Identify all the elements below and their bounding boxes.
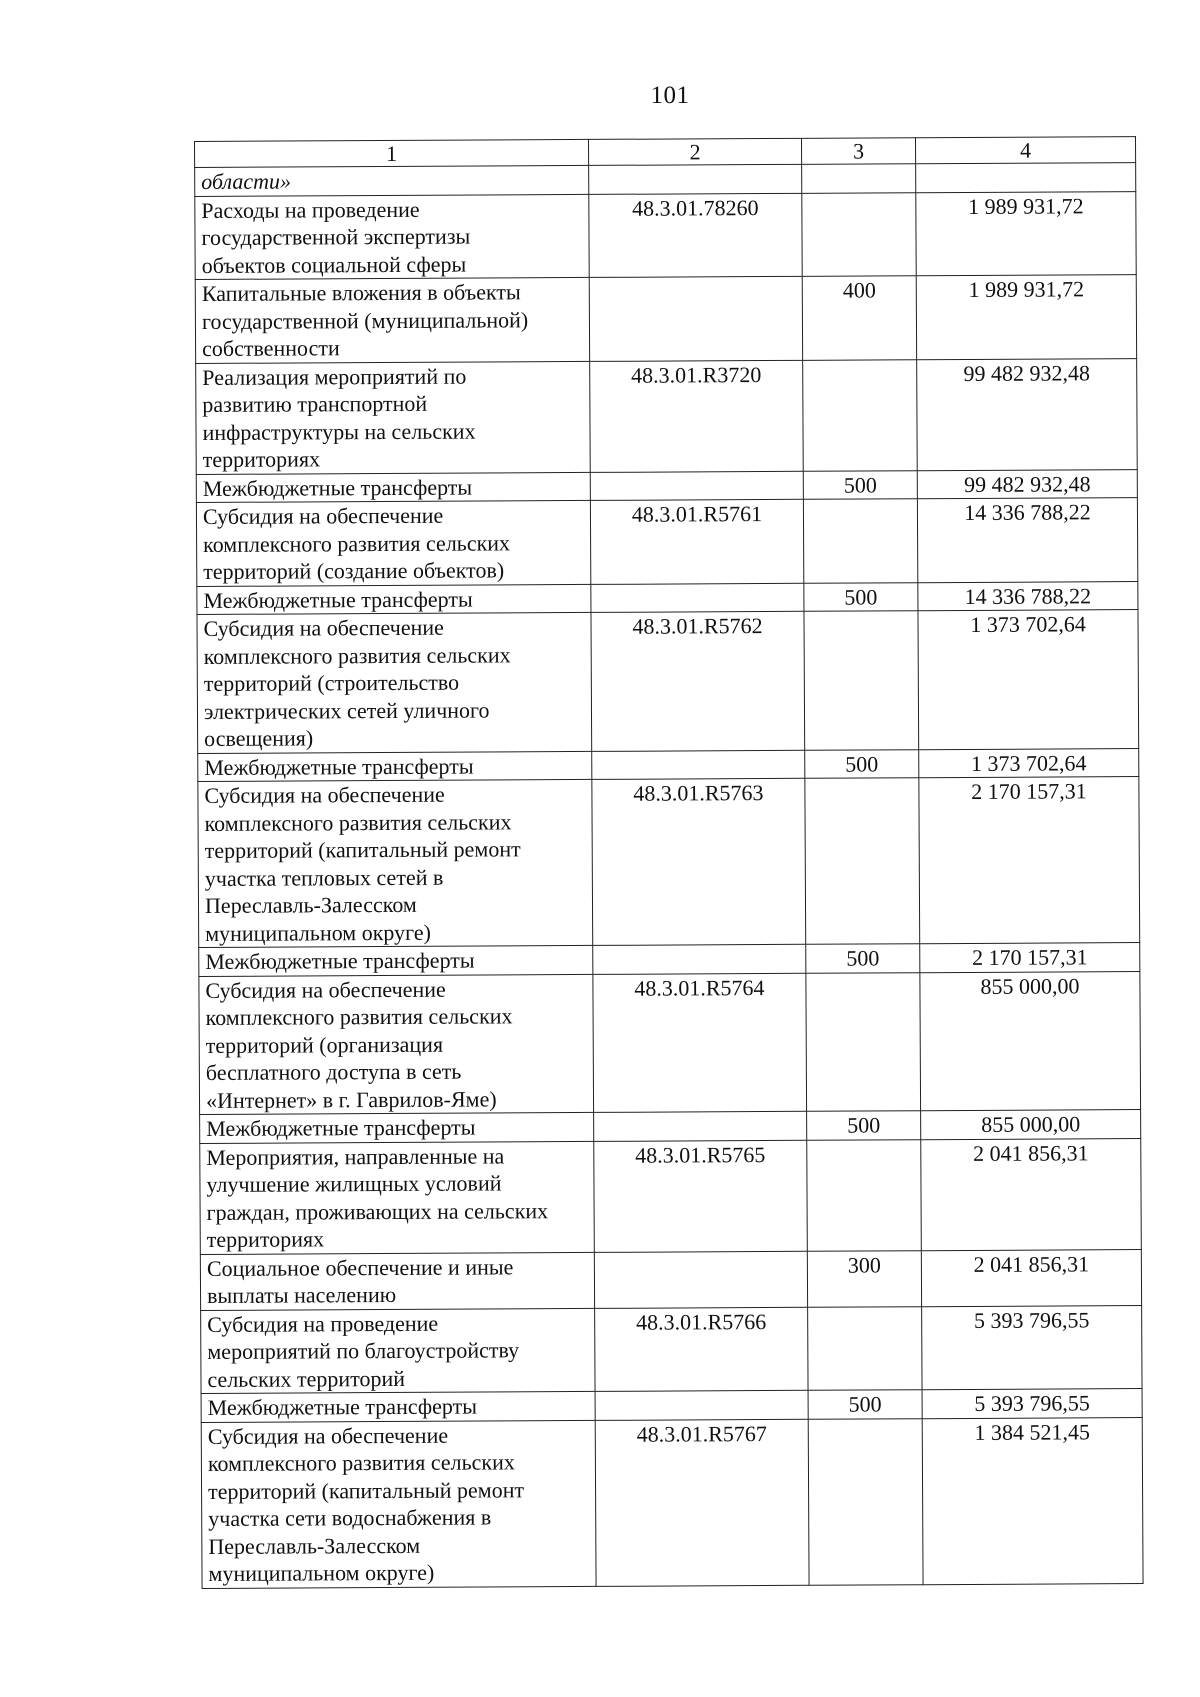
amount: 1 373 702,64 <box>919 748 1139 778</box>
target-code: 48.3.01.R5764 <box>593 973 807 1113</box>
target-code: 48.3.01.R5763 <box>592 778 806 945</box>
amount: 2 170 157,31 <box>920 943 1140 973</box>
amount: 5 393 796,55 <box>922 1389 1142 1419</box>
target-code <box>595 1390 808 1420</box>
expense-type: 400 <box>802 276 916 360</box>
expense-name: Межбюджетные трансферты <box>196 472 590 503</box>
expense-name: Капитальные вложения в объекты государственной (муниципальной) собственности <box>195 277 589 363</box>
amount: 1 384 521,45 <box>922 1417 1143 1584</box>
expense-type: 500 <box>804 582 918 611</box>
target-code: 48.3.01.R5767 <box>595 1419 809 1586</box>
table-row <box>201 1305 1142 1393</box>
expense-name: Социальное обеспечение и иные выплаты населению <box>200 1252 594 1310</box>
expense-type <box>804 611 919 750</box>
amount: 2 041 856,31 <box>921 1249 1141 1306</box>
expense-type <box>808 1418 923 1585</box>
expense-type: 300 <box>807 1250 921 1307</box>
table-row <box>199 971 1141 1114</box>
expense-name: Субсидия на обеспечение комплексного развития сельских территорий (создание объектов) <box>196 500 590 586</box>
table-row <box>195 275 1136 363</box>
expense-type <box>808 1306 922 1390</box>
expense-name: Межбюджетные трансферты <box>200 1112 594 1143</box>
target-code: 48.3.01.R5761 <box>590 499 803 584</box>
target-code <box>594 1111 807 1141</box>
expense-name: Реализация мероприятий по развитию транспортной инфраструктуры на сельских территориях <box>196 361 591 474</box>
expense-name: Межбюджетные трансферты <box>197 584 591 615</box>
amount: 2 170 157,31 <box>919 777 1140 944</box>
amount: 855 000,00 <box>921 1110 1141 1140</box>
table-row <box>195 191 1136 279</box>
amount: 1 989 931,72 <box>916 191 1136 276</box>
amount: 5 393 796,55 <box>922 1305 1142 1390</box>
empty-cell <box>916 163 1136 193</box>
table-row <box>196 498 1137 586</box>
page-number: 101 <box>650 82 690 109</box>
expense-name: Субсидия на обеспечение комплексного развития сельских территорий (организация бесплатного доступа в сеть «Интернет» в г. Гаврилов-Яме) <box>199 974 594 1115</box>
table-row <box>196 469 1137 502</box>
expense-name: Субсидия на проведение мероприятий по благоустройству сельских территорий <box>201 1308 595 1394</box>
expense-name: Межбюджетные трансферты <box>201 1391 595 1422</box>
target-code: 48.3.01.78260 <box>589 193 802 278</box>
column-header: 2 <box>588 138 801 165</box>
expense-name: Мероприятия, направленные на улучшение жилищных условий граждан, проживающих на сельских территориях <box>200 1141 595 1254</box>
table-row <box>198 748 1139 781</box>
expense-name: Расходы на проведение государственной экспертизы объектов социальной сферы <box>195 194 589 280</box>
expense-name: Межбюджетные трансферты <box>198 751 592 782</box>
expense-type: 500 <box>805 749 919 778</box>
table-row <box>200 1249 1141 1310</box>
table-row <box>198 777 1140 948</box>
amount: 99 482 932,48 <box>917 358 1138 470</box>
expense-type <box>803 359 918 471</box>
amount: 14 336 788,22 <box>918 581 1138 611</box>
table-row <box>196 358 1138 474</box>
expense-type <box>803 499 917 583</box>
column-header: 4 <box>915 137 1135 164</box>
expense-type: 500 <box>808 1390 922 1419</box>
table-row <box>199 943 1140 976</box>
continuation-text: области» <box>195 165 589 196</box>
table-row <box>201 1389 1142 1422</box>
expense-name: Субсидия на обеспечение комплексного развития сельских территорий (капитальный ремонт участка тепловых сетей в Переславль-Залесском муниципальном округе) <box>198 779 593 947</box>
expense-type: 500 <box>807 1111 921 1140</box>
table-row <box>200 1138 1142 1254</box>
expense-type <box>807 1139 922 1251</box>
empty-cell <box>589 164 802 194</box>
target-code <box>594 1251 807 1308</box>
target-code <box>593 944 806 974</box>
target-code: 48.3.01.R5762 <box>591 611 805 751</box>
column-header: 1 <box>195 139 589 167</box>
amount: 14 336 788,22 <box>917 498 1137 583</box>
target-code <box>589 276 802 361</box>
target-code <box>591 583 804 613</box>
amount: 1 989 931,72 <box>916 275 1136 360</box>
amount: 2 041 856,31 <box>921 1138 1142 1250</box>
table-body <box>195 137 1144 1588</box>
budget-table <box>194 136 1144 1588</box>
expense-type <box>802 192 916 276</box>
amount: 1 373 702,64 <box>918 610 1139 750</box>
column-header: 3 <box>801 138 915 165</box>
amount: 99 482 932,48 <box>917 469 1137 499</box>
expense-name: Субсидия на обеспечение комплексного развития сельских территорий (капитальный ремонт участка сети водоснабжения в Переславль-Залесском муниципальном округе) <box>201 1420 596 1588</box>
target-code: 48.3.01.R3720 <box>590 360 804 472</box>
empty-cell <box>802 164 916 193</box>
target-code: 48.3.01.R5765 <box>594 1140 808 1252</box>
table-row <box>197 610 1139 753</box>
table-row <box>201 1417 1143 1588</box>
table-row <box>197 581 1138 614</box>
target-code <box>592 750 805 780</box>
table-row <box>200 1110 1141 1143</box>
expense-name: Субсидия на обеспечение комплексного развития сельских территорий (строительство электрических сетей уличного освещения) <box>197 612 592 753</box>
expense-name: Межбюджетные трансферты <box>199 945 593 976</box>
target-code: 48.3.01.R5766 <box>595 1307 808 1392</box>
expense-type: 500 <box>806 944 920 973</box>
amount: 855 000,00 <box>920 971 1141 1111</box>
expense-type: 500 <box>803 470 917 499</box>
target-code <box>590 471 803 501</box>
expense-type <box>806 972 921 1111</box>
expense-type <box>805 778 920 945</box>
